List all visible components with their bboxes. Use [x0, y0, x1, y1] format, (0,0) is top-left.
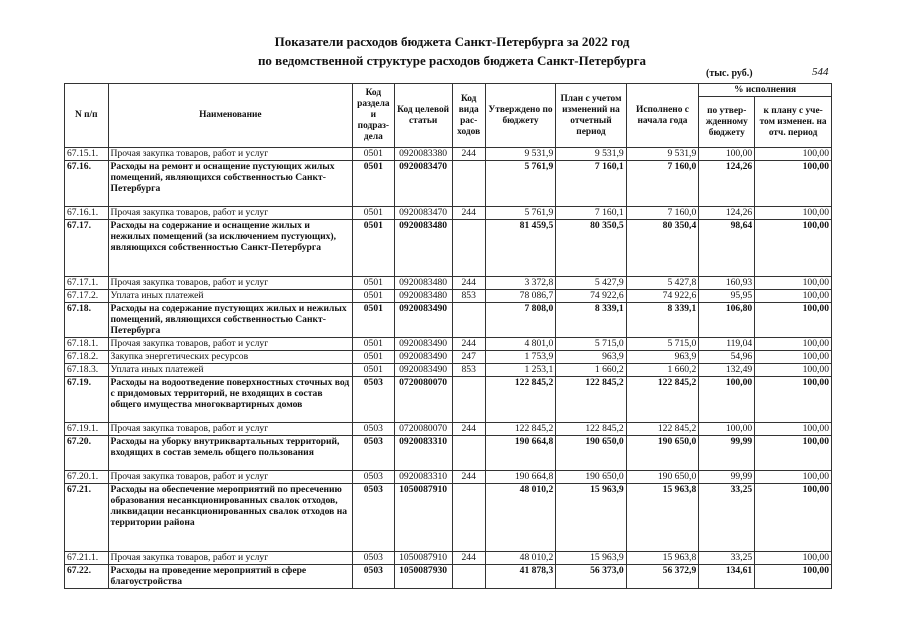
cell-target-code: 0920083480	[394, 290, 452, 303]
cell-pct-plan: 100,00	[755, 484, 832, 552]
table-row	[65, 423, 832, 436]
cell-approved: 9 531,9	[485, 148, 555, 161]
cell-approved: 122 845,2	[485, 423, 555, 436]
cell-section-code: 0503	[353, 552, 394, 565]
header-pct-plan: к плану с уче-том изменен. на отч. период	[755, 97, 832, 148]
cell-plan: 190 650,0	[556, 436, 626, 471]
cell-plan: 56 373,0	[556, 565, 626, 589]
cell-plan: 190 650,0	[556, 471, 626, 484]
cell-target-code: 0920083380	[394, 148, 452, 161]
cell-name: Прочая закупка товаров, работ и услуг	[108, 148, 353, 161]
cell-name: Расходы на водоотведение поверхностных сточных вод с придомовых территорий, не входящих в состав общего имущества многоквартирных домов	[108, 377, 353, 423]
cell-plan: 7 160,1	[556, 207, 626, 220]
cell-plan: 80 350,5	[556, 220, 626, 277]
cell-expense-type: 244	[452, 277, 485, 290]
cell-executed: 963,9	[626, 351, 699, 364]
cell-executed: 122 845,2	[626, 377, 699, 423]
cell-num: 67.16.1.	[65, 207, 109, 220]
cell-plan: 1 660,2	[556, 364, 626, 377]
cell-name: Уплата иных платежей	[108, 364, 353, 377]
table-row	[65, 161, 832, 207]
cell-pct-budget: 33,25	[699, 552, 755, 565]
header-pct-group: % исполнения	[699, 84, 832, 97]
cell-num: 67.19.1.	[65, 423, 109, 436]
cell-num: 67.22.	[65, 565, 109, 589]
cell-executed: 1 660,2	[626, 364, 699, 377]
header-pct-budget: по утвер-жденному бюджету	[699, 97, 755, 148]
cell-pct-plan: 100,00	[755, 436, 832, 471]
cell-executed: 15 963,8	[626, 484, 699, 552]
cell-executed: 122 845,2	[626, 423, 699, 436]
cell-expense-type	[452, 303, 485, 338]
cell-pct-plan: 100,00	[755, 161, 832, 207]
units-label: (тыс. руб.)	[706, 68, 753, 79]
cell-executed: 56 372,9	[626, 565, 699, 589]
cell-name: Расходы на ремонт и оснащение пустующих жилых помещений, являющихся собственностью Санкт-Петербурга	[108, 161, 353, 207]
cell-section-code: 0501	[353, 207, 394, 220]
cell-section-code: 0501	[353, 277, 394, 290]
cell-expense-type: 244	[452, 423, 485, 436]
cell-pct-budget: 100,00	[699, 377, 755, 423]
cell-approved: 5 761,9	[485, 161, 555, 207]
cell-target-code: 0920083490	[394, 364, 452, 377]
cell-approved: 190 664,8	[485, 436, 555, 471]
cell-plan: 122 845,2	[556, 377, 626, 423]
cell-plan: 122 845,2	[556, 423, 626, 436]
cell-pct-budget: 134,61	[699, 565, 755, 589]
cell-approved: 5 761,9	[485, 207, 555, 220]
cell-executed: 190 650,0	[626, 471, 699, 484]
cell-name: Расходы на уборку внутриквартальных территорий, входящих в состав земель общего пользования	[108, 436, 353, 471]
cell-name: Уплата иных платежей	[108, 290, 353, 303]
cell-name: Прочая закупка товаров, работ и услуг	[108, 423, 353, 436]
cell-pct-plan: 100,00	[755, 220, 832, 277]
cell-plan: 5 427,9	[556, 277, 626, 290]
cell-pct-budget: 99,99	[699, 436, 755, 471]
table-row	[65, 436, 832, 471]
cell-section-code: 0501	[353, 364, 394, 377]
cell-expense-type: 244	[452, 552, 485, 565]
cell-section-code: 0503	[353, 436, 394, 471]
cell-target-code: 0920083470	[394, 161, 452, 207]
cell-name: Прочая закупка товаров, работ и услуг	[108, 277, 353, 290]
cell-name: Расходы на содержание и оснащение жилых и нежилых помещений (за исключением пустующих), являющихся собственностью Санкт-Петербурга	[108, 220, 353, 277]
cell-target-code: 0920083310	[394, 436, 452, 471]
table-row	[65, 565, 832, 589]
cell-plan: 8 339,1	[556, 303, 626, 338]
cell-section-code: 0501	[353, 338, 394, 351]
cell-expense-type	[452, 565, 485, 589]
cell-pct-plan: 100,00	[755, 552, 832, 565]
cell-section-code: 0503	[353, 484, 394, 552]
cell-pct-budget: 98,64	[699, 220, 755, 277]
cell-approved: 1 753,9	[485, 351, 555, 364]
header-approved: Утверждено по бюджету	[485, 84, 555, 148]
cell-target-code: 0920083310	[394, 471, 452, 484]
cell-pct-budget: 119,04	[699, 338, 755, 351]
cell-name: Расходы на проведение мероприятий в сфере благоустройства	[108, 565, 353, 589]
cell-num: 67.18.	[65, 303, 109, 338]
table-body	[65, 148, 832, 589]
table-row	[65, 290, 832, 303]
cell-expense-type: 244	[452, 207, 485, 220]
cell-plan: 963,9	[556, 351, 626, 364]
cell-target-code: 1050087930	[394, 565, 452, 589]
cell-pct-budget: 100,00	[699, 148, 755, 161]
cell-expense-type: 244	[452, 338, 485, 351]
cell-pct-plan: 100,00	[755, 471, 832, 484]
cell-approved: 190 664,8	[485, 471, 555, 484]
cell-expense-type	[452, 377, 485, 423]
cell-pct-plan: 100,00	[755, 148, 832, 161]
cell-pct-plan: 100,00	[755, 565, 832, 589]
cell-section-code: 0501	[353, 351, 394, 364]
table-row	[65, 338, 832, 351]
cell-expense-type	[452, 436, 485, 471]
cell-approved: 41 878,3	[485, 565, 555, 589]
cell-target-code: 0920083490	[394, 338, 452, 351]
cell-expense-type	[452, 161, 485, 207]
cell-approved: 3 372,8	[485, 277, 555, 290]
table-row	[65, 277, 832, 290]
cell-pct-budget: 132,49	[699, 364, 755, 377]
cell-plan: 15 963,9	[556, 484, 626, 552]
cell-approved: 122 845,2	[485, 377, 555, 423]
cell-expense-type: 853	[452, 290, 485, 303]
cell-name: Прочая закупка товаров, работ и услуг	[108, 207, 353, 220]
cell-section-code: 0501	[353, 161, 394, 207]
cell-approved: 7 808,0	[485, 303, 555, 338]
table-row	[65, 364, 832, 377]
cell-target-code: 1050087910	[394, 484, 452, 552]
cell-num: 67.17.	[65, 220, 109, 277]
cell-expense-type	[452, 220, 485, 277]
cell-executed: 5 715,0	[626, 338, 699, 351]
cell-executed: 190 650,0	[626, 436, 699, 471]
table-row	[65, 471, 832, 484]
cell-num: 67.18.2.	[65, 351, 109, 364]
header-executed: Исполнено с начала года	[626, 84, 699, 148]
cell-pct-budget: 160,93	[699, 277, 755, 290]
cell-section-code: 0503	[353, 377, 394, 423]
cell-pct-budget: 100,00	[699, 423, 755, 436]
cell-pct-budget: 106,80	[699, 303, 755, 338]
cell-executed: 7 160,0	[626, 207, 699, 220]
cell-num: 67.15.1.	[65, 148, 109, 161]
cell-name: Прочая закупка товаров, работ и услуг	[108, 338, 353, 351]
cell-num: 67.17.2.	[65, 290, 109, 303]
cell-num: 67.21.	[65, 484, 109, 552]
cell-expense-type: 247	[452, 351, 485, 364]
cell-plan: 5 715,0	[556, 338, 626, 351]
cell-num: 67.18.1.	[65, 338, 109, 351]
header-plan: План с учетом изменений на отчетный период	[556, 84, 626, 148]
cell-executed: 8 339,1	[626, 303, 699, 338]
cell-expense-type: 244	[452, 471, 485, 484]
cell-target-code: 0920083490	[394, 351, 452, 364]
document-title-line-1: Показатели расходов бюджета Санкт-Петербурга за 2022 год	[274, 34, 630, 49]
cell-num: 67.16.	[65, 161, 109, 207]
cell-num: 67.21.1.	[65, 552, 109, 565]
table-row	[65, 484, 832, 552]
cell-target-code: 0720080070	[394, 377, 452, 423]
cell-num: 67.20.	[65, 436, 109, 471]
header-target-code: Код целевой статьи	[394, 84, 452, 148]
cell-plan: 15 963,9	[556, 552, 626, 565]
table-row	[65, 220, 832, 277]
header-section-code: Код раздела и подраз-дела	[353, 84, 394, 148]
cell-pct-plan: 100,00	[755, 277, 832, 290]
cell-pct-budget: 99,99	[699, 471, 755, 484]
cell-pct-plan: 100,00	[755, 423, 832, 436]
cell-approved: 48 010,2	[485, 552, 555, 565]
cell-target-code: 0920083480	[394, 220, 452, 277]
cell-name: Прочая закупка товаров, работ и услуг	[108, 471, 353, 484]
cell-pct-budget: 124,26	[699, 207, 755, 220]
cell-executed: 15 963,8	[626, 552, 699, 565]
cell-plan: 74 922,6	[556, 290, 626, 303]
cell-target-code: 0920083490	[394, 303, 452, 338]
cell-section-code: 0501	[353, 148, 394, 161]
cell-name: Расходы на содержание пустующих жилых и нежилых помещений, являющихся собственностью Санкт-Петербурга	[108, 303, 353, 338]
cell-approved: 4 801,0	[485, 338, 555, 351]
cell-pct-budget: 54,96	[699, 351, 755, 364]
cell-executed: 7 160,0	[626, 161, 699, 207]
cell-section-code: 0501	[353, 220, 394, 277]
cell-target-code: 0920083480	[394, 277, 452, 290]
table-row	[65, 351, 832, 364]
cell-section-code: 0501	[353, 290, 394, 303]
cell-executed: 5 427,8	[626, 277, 699, 290]
cell-target-code: 0920083470	[394, 207, 452, 220]
cell-section-code: 0503	[353, 565, 394, 589]
cell-expense-type: 853	[452, 364, 485, 377]
cell-approved: 78 086,7	[485, 290, 555, 303]
cell-pct-budget: 33,25	[699, 484, 755, 552]
cell-pct-plan: 100,00	[755, 303, 832, 338]
header-num: N п/п	[65, 84, 109, 148]
cell-executed: 80 350,4	[626, 220, 699, 277]
cell-plan: 9 531,9	[556, 148, 626, 161]
cell-target-code: 0720080070	[394, 423, 452, 436]
cell-pct-plan: 100,00	[755, 338, 832, 351]
cell-expense-type	[452, 484, 485, 552]
cell-approved: 81 459,5	[485, 220, 555, 277]
cell-name: Закупка энергетических ресурсов	[108, 351, 353, 364]
table-row	[65, 377, 832, 423]
cell-name: Расходы на обеспечение мероприятий по пресечению образования несанкционированных свалок отходов, ликвидации несанкционированных свалок отходов на территории района	[108, 484, 353, 552]
cell-section-code: 0501	[353, 303, 394, 338]
cell-expense-type: 244	[452, 148, 485, 161]
cell-pct-plan: 100,00	[755, 364, 832, 377]
cell-plan: 7 160,1	[556, 161, 626, 207]
cell-num: 67.18.3.	[65, 364, 109, 377]
cell-executed: 74 922,6	[626, 290, 699, 303]
header-name: Наименование	[108, 84, 353, 148]
cell-pct-plan: 100,00	[755, 290, 832, 303]
cell-pct-plan: 100,00	[755, 351, 832, 364]
cell-num: 67.19.	[65, 377, 109, 423]
table-row	[65, 552, 832, 565]
table-header	[65, 84, 832, 148]
cell-pct-plan: 100,00	[755, 377, 832, 423]
budget-table	[64, 83, 832, 589]
cell-pct-budget: 95,95	[699, 290, 755, 303]
document-title-line-2: по ведомственной структуре расходов бюджета Санкт-Петербурга	[257, 53, 647, 68]
cell-approved: 48 010,2	[485, 484, 555, 552]
cell-section-code: 0503	[353, 471, 394, 484]
cell-pct-budget: 124,26	[699, 161, 755, 207]
cell-pct-plan: 100,00	[755, 207, 832, 220]
cell-section-code: 0503	[353, 423, 394, 436]
cell-executed: 9 531,9	[626, 148, 699, 161]
page-number: 544	[812, 66, 829, 78]
table-row	[65, 207, 832, 220]
cell-name: Прочая закупка товаров, работ и услуг	[108, 552, 353, 565]
header-expense-type: Код вида рас-ходов	[452, 84, 485, 148]
cell-num: 67.17.1.	[65, 277, 109, 290]
cell-target-code: 1050087910	[394, 552, 452, 565]
cell-approved: 1 253,1	[485, 364, 555, 377]
table-row	[65, 148, 832, 161]
cell-num: 67.20.1.	[65, 471, 109, 484]
table-row	[65, 303, 832, 338]
